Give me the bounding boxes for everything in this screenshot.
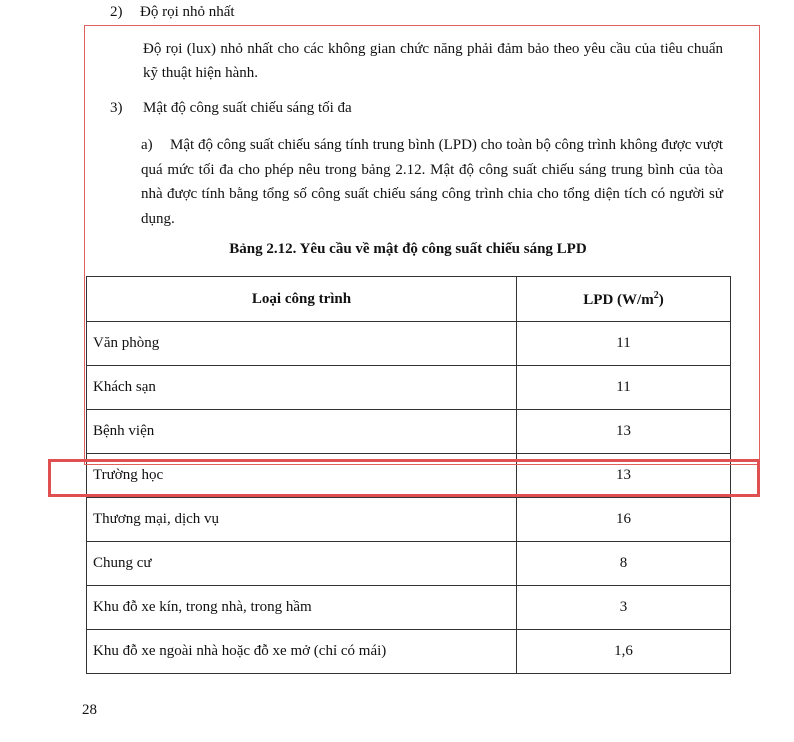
section-2-title: Độ rọi nhỏ nhất bbox=[140, 4, 235, 20]
header-lpd-main: LPD (W/m bbox=[583, 291, 654, 308]
lpd-value-cell: 11 bbox=[517, 366, 731, 410]
building-type-cell: Bệnh viện bbox=[87, 410, 517, 454]
building-type-cell: Thương mại, dịch vụ bbox=[87, 498, 517, 542]
header-building-type: Loại công trình bbox=[87, 277, 517, 322]
lpd-value-cell: 11 bbox=[517, 322, 731, 366]
building-type-cell: Khách sạn bbox=[87, 366, 517, 410]
building-type-cell: Văn phòng bbox=[87, 322, 517, 366]
lpd-value-cell: 16 bbox=[517, 498, 731, 542]
lpd-value-cell: 13 bbox=[517, 454, 731, 498]
item-a-text: Mật độ công suất chiếu sáng tính trung bình (LPD) cho toàn bộ công trình không được vượt quá mức tối đa cho phép nêu trong bảng 2.12. Mật độ công suất chiếu sáng trung bình của tòa nhà được tính bằng tổng số công suất chiếu sáng công trình chia cho tổng diện tích có người sử dụng. bbox=[141, 137, 723, 227]
lpd-value-cell: 8 bbox=[517, 542, 731, 586]
table-row bbox=[87, 542, 731, 586]
table-row bbox=[87, 630, 731, 674]
section-3-number: 3) bbox=[110, 100, 123, 116]
highlight-box-outer bbox=[84, 25, 760, 465]
section-2-number: 2) bbox=[110, 4, 123, 20]
building-type-cell: Trường học bbox=[87, 454, 517, 498]
table-row bbox=[87, 586, 731, 630]
lpd-value-cell: 13 bbox=[517, 410, 731, 454]
highlight-box-row bbox=[48, 459, 760, 497]
section-2-heading bbox=[110, 4, 235, 21]
page-number: 28 bbox=[82, 702, 97, 718]
building-type-cell: Khu đỗ xe ngoài nhà hoặc đỗ xe mở (chỉ có mái) bbox=[87, 630, 517, 674]
section-2-paragraph: Độ rọi (lux) nhỏ nhất cho các không gian chức năng phải đảm bảo theo yêu cầu của tiêu chuẩn kỹ thuật hiện hành. bbox=[143, 41, 723, 81]
header-lpd-sup: 2 bbox=[653, 289, 659, 301]
header-lpd-end: ) bbox=[658, 291, 664, 308]
building-type-cell: Khu đỗ xe kín, trong nhà, trong hầm bbox=[87, 586, 517, 630]
lpd-value-cell: 3 bbox=[517, 586, 731, 630]
building-type-cell: Chung cư bbox=[87, 542, 517, 586]
section-3-title: Mật độ công suất chiếu sáng tối đa bbox=[143, 100, 352, 116]
table-caption: Bảng 2.12. Yêu cầu về mật độ công suất chiếu sáng LPD bbox=[229, 241, 587, 257]
table-row bbox=[87, 498, 731, 542]
item-a-label: a) bbox=[141, 137, 153, 153]
lpd-value-cell: 1,6 bbox=[517, 630, 731, 674]
